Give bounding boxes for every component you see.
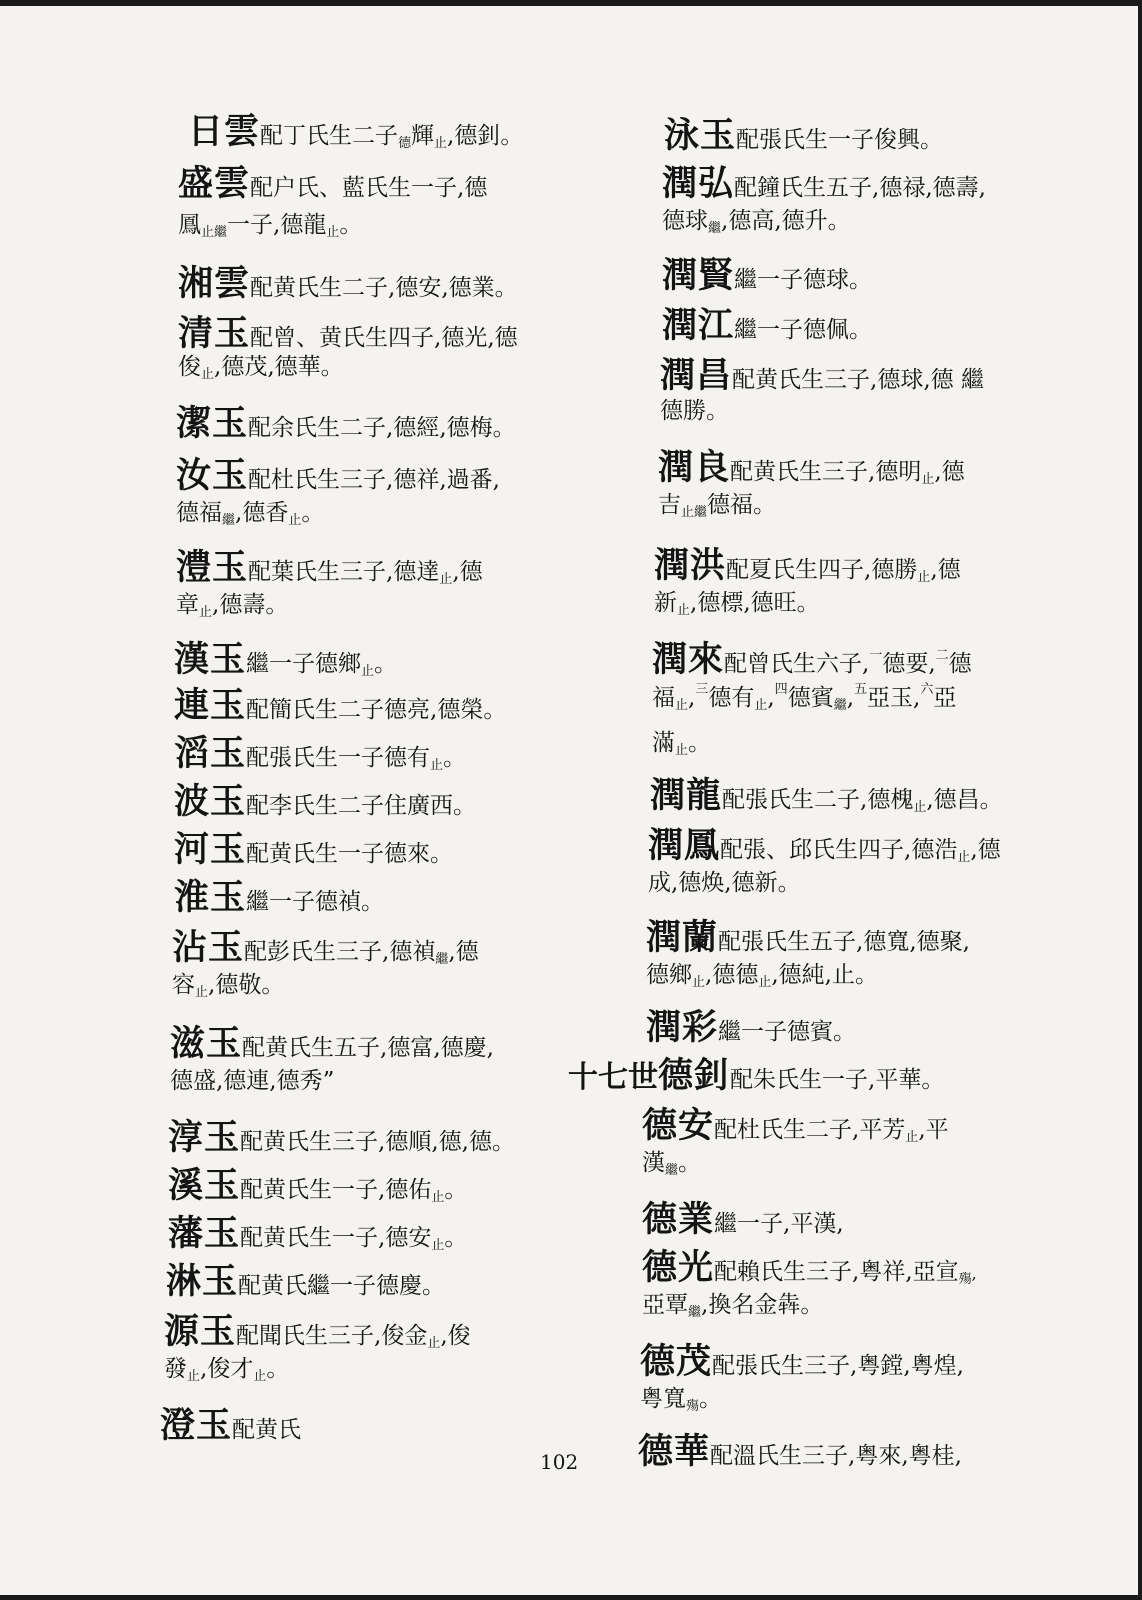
genealogy-entry: 潤洪配夏氏生四子,德勝$_止$,德 bbox=[654, 545, 961, 586]
scan-edge-right bbox=[1138, 0, 1142, 1600]
genealogy-entry: 德業繼一子,平漢, bbox=[642, 1199, 844, 1240]
entry-continuation: 德勝。 bbox=[660, 398, 729, 424]
genealogy-entry: 德華配溫氏生三子,粤來,粤桂, bbox=[638, 1431, 962, 1472]
genealogy-entry: 滋玉配黄氏生五子,德富,德慶, bbox=[170, 1023, 494, 1064]
entry-continuation: 章$_止$,德壽。 bbox=[176, 592, 289, 620]
scan-edge-top bbox=[0, 0, 1142, 6]
entry-continuation: 吉$_{止繼}$德福。 bbox=[658, 492, 777, 520]
entry-continuation: 新$_止$,德標,德旺。 bbox=[654, 590, 820, 618]
genealogy-entry: 溪玉配黄氏生一子,德佑$_止$。 bbox=[168, 1165, 468, 1206]
genealogy-entry: 潔玉配余氏生二子,德經,德梅。 bbox=[176, 403, 516, 444]
genealogy-entry: 潤龍配張氏生二子,德槐$_止$,德昌。 bbox=[650, 775, 1003, 816]
genealogy-entry: 澄玉配黄氏 bbox=[160, 1405, 302, 1446]
entry-continuation: 發$_止$,俊才$_止$。 bbox=[164, 1356, 290, 1384]
entry-continuation: 鳳$_{止繼}$一子,德龍$_止$。 bbox=[178, 212, 363, 240]
genealogy-entry: 滔玉配張氏生一子德有$_止$。 bbox=[174, 733, 467, 774]
genealogy-entry: 漢玉繼一子德鄉$_止$。 bbox=[174, 639, 398, 680]
entry-continuation: 漢$_繼$。 bbox=[642, 1150, 702, 1178]
entry-continuation: 德鄉$_止$,德德$_止$,德純,止。 bbox=[646, 962, 878, 990]
genealogy-entry: 德光配賴氏生三子,粤祥,亞宣$_殤$, bbox=[642, 1247, 977, 1288]
entry-continuation: 德盛,德連,德秀” bbox=[170, 1068, 335, 1094]
genealogy-entry: 潤來配曾氏生六子,$^一$德要,$^二$德 bbox=[652, 639, 972, 680]
genealogy-entry: 淳玉配黄氏生三子,德順,德,德。 bbox=[168, 1117, 515, 1158]
entry-continuation: 德福$_繼$,德香$_止$。 bbox=[176, 500, 325, 528]
genealogy-entry: 河玉配黄氏生一子德來。 bbox=[174, 829, 454, 870]
genealogy-entry: 潤江繼一子德佩。 bbox=[662, 305, 873, 346]
entry-continuation: 滿$_止$。 bbox=[652, 730, 712, 758]
genealogy-entry: 盛雲配户氏、藍氏生一子,德 bbox=[178, 163, 488, 204]
genealogy-entry: 源玉配聞氏生三子,俊金$_止$,俊 bbox=[164, 1311, 471, 1352]
entry-continuation: 粤寬$_殤$。 bbox=[640, 1386, 723, 1414]
genealogy-entry: 潤蘭配張氏生五子,德寬,德聚, bbox=[646, 917, 970, 958]
entry-continuation: 福$_止$,$^三$德有$_止$,$^四$德賓$_繼$,$^五$亞玉,$^六$亞 bbox=[652, 682, 957, 713]
genealogy-entry: 泳玉配張氏生一子俊興。 bbox=[664, 115, 944, 156]
genealogy-entry: 德茂配張氏生三子,粤鏜,粤煌, bbox=[640, 1341, 964, 1382]
page-number: 102 bbox=[540, 1450, 579, 1474]
genealogy-entry: 淋玉配黄氏繼一子德慶。 bbox=[166, 1261, 446, 1302]
genealogy-entry: 潤良配黄氏生三子,德明$_止$,德 bbox=[658, 447, 965, 488]
genealogy-entry: 潤彩繼一子德賓。 bbox=[646, 1007, 857, 1048]
genealogy-entry: 潤弘配鐘氏生五子,德禄,德壽, bbox=[662, 163, 986, 204]
genealogy-entry: 日雲配丁氏生二子$_德$輝$_止$,德釗。 bbox=[188, 111, 524, 152]
genealogy-entry: 潤鳳配張、邱氏生四子,德浩$_止$,德 bbox=[648, 825, 1001, 866]
entry-continuation: 亞覃$_繼$,換名金犇。 bbox=[642, 1292, 824, 1320]
genealogy-entry: 藩玉配黄氏生一子,德安$_止$。 bbox=[168, 1213, 468, 1254]
entry-continuation: 容$_止$,德敬。 bbox=[172, 972, 285, 1000]
genealogy-entry: 汝玉配杜氏生三子,德祥,過番, bbox=[176, 455, 500, 496]
genealogy-entry: 連玉配簡氏生二子德亮,德榮。 bbox=[174, 685, 507, 726]
genealogy-entry: 淮玉繼一子德禎。 bbox=[174, 877, 385, 918]
entry-continuation: 成,德焕,德新。 bbox=[648, 870, 801, 896]
genealogy-entry: 潤賢繼一子德球。 bbox=[662, 255, 873, 296]
genealogy-entry: 沾玉配彭氏生三子,德禎$_繼$,德 bbox=[172, 927, 479, 968]
genealogy-entry: 波玉配李氏生二子住廣西。 bbox=[174, 781, 477, 822]
genealogy-entry: 德安配杜氏生二子,平芳$_止$,平 bbox=[642, 1105, 949, 1146]
entry-continuation: 德球$_繼$,德高,德升。 bbox=[662, 208, 851, 236]
genealogy-entry: 清玉配曾、黄氏生四子,德光,德 bbox=[178, 313, 518, 354]
genealogy-entry-generation: 十七世德釗配朱氏生一子,平華。 bbox=[568, 1055, 945, 1096]
scan-edge-bottom bbox=[0, 1595, 1142, 1600]
entry-continuation: 俊$_止$,德茂,德華。 bbox=[178, 354, 344, 382]
genealogy-entry: 湘雲配黄氏生二子,德安,德業。 bbox=[178, 263, 518, 304]
genealogy-entry: 潤昌配黄氏生三子,德球,德 繼 bbox=[660, 355, 984, 396]
genealogy-entry: 澧玉配葉氏生三子,德達$_止$,德 bbox=[176, 547, 483, 588]
